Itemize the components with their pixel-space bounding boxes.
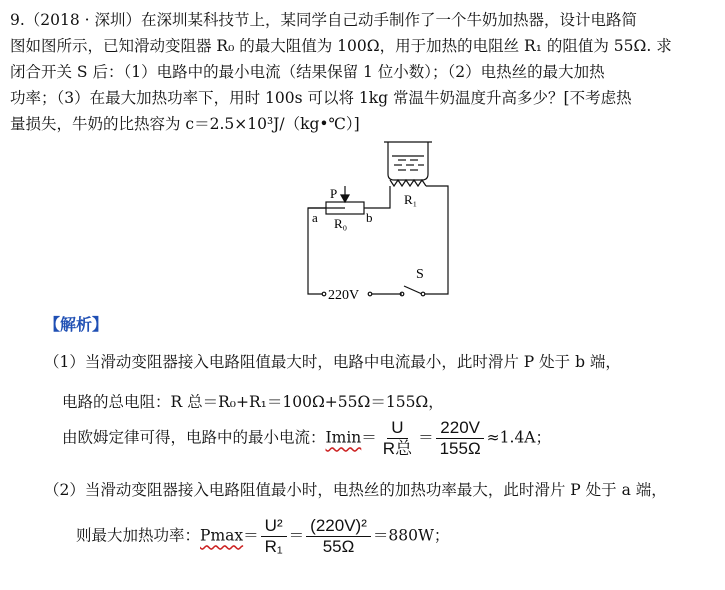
fraction-220v-over-155: $\frac{220V}{155\Omega}$ [436,418,485,459]
question-line-2: 图如图所示，已知滑动变阻器 R₀ 的最大阻值为 100Ω，用于加热的电阻丝 R₁ 的阻值为 55Ω. 求 [10,37,672,55]
label-b: b [366,210,373,225]
analysis-min-current: 由欧姆定律可得，电路中的最小电流：Imin＝ $\frac{U}{\text{R总}}$ ＝ $\frac{220V}{155\Omega}$ ≈1.4A； [62,418,552,458]
min-current-prefix: 由欧姆定律可得，电路中的最小电流： [62,428,326,447]
circuit-diagram [290,138,470,308]
question-line-1: 9.（2018 · 深圳）在深圳某科技节上，某同学自己动手制作了一个牛奶加热器，设计电路简 [10,11,638,29]
question-line-3: 闭合开关 S 后：（1）电路中的最小电流（结果保留 1 位小数）；（2）电热丝的最大加热 [10,63,605,81]
label-s: S [416,267,424,282]
wire-r0-to-r1 [366,186,390,208]
fraction-u-over-rtotal: $\frac{U}{\text{R总}}$ [382,418,413,458]
heating-coil-r1 [390,180,426,186]
label-source: 220V [328,288,360,303]
max-power-prefix: 则最大加热功率： [76,526,201,545]
max-power-result: ＝880W； [372,526,450,545]
analysis-part2-line1: （2）当滑动变阻器接入电路阻值最小时，电热丝的加热功率最大，此时滑片 P 处于 a 端， [44,481,667,499]
fraction-220v2-over-55: $\frac{\text{(220V)²}}{55\Omega}$ [306,516,371,557]
question-line-4: 功率；（3）在最大加热功率下，用时 100s 可以将 1kg 常温牛奶温度升高多少？[不考虑热 [10,89,632,107]
label-p: P [330,186,338,201]
label-r1: R₁ [404,192,418,207]
max-power-symbol: Pmax [200,526,244,545]
wire-right [422,186,448,294]
min-current-result: ≈1.4A； [486,428,552,447]
analysis-max-power: 则最大加热功率：Pmax＝ $\frac{\text{U²}}{\text{R₁}}$ ＝ $\frac{\text{(220V)²}}{55\Omega}$ ＝880W； [76,516,450,556]
min-current-symbol: Imin [325,428,362,447]
label-a: a [312,210,318,225]
analysis-header: 【解析】 [44,315,109,334]
beaker-outline [388,142,428,180]
fraction-u2-over-r1: $\frac{\text{U²}}{\text{R₁}}$ [261,516,287,557]
analysis-part1-line1: （1）当滑动变阻器接入电路阻值最大时，电路中电流最小，此时滑片 P 处于 b 端， [44,353,621,371]
wire-bottom-left [308,260,322,294]
label-r0: R₀ [334,216,348,231]
question-line-5: 量损失，牛奶的比热容为 c＝2.5×10³J/（kg•℃）] [10,115,360,133]
analysis-total-resistance: 电路的总电阻：R 总＝R₀+R₁＝100Ω+55Ω＝155Ω， [62,393,444,411]
switch-blade [404,286,422,294]
